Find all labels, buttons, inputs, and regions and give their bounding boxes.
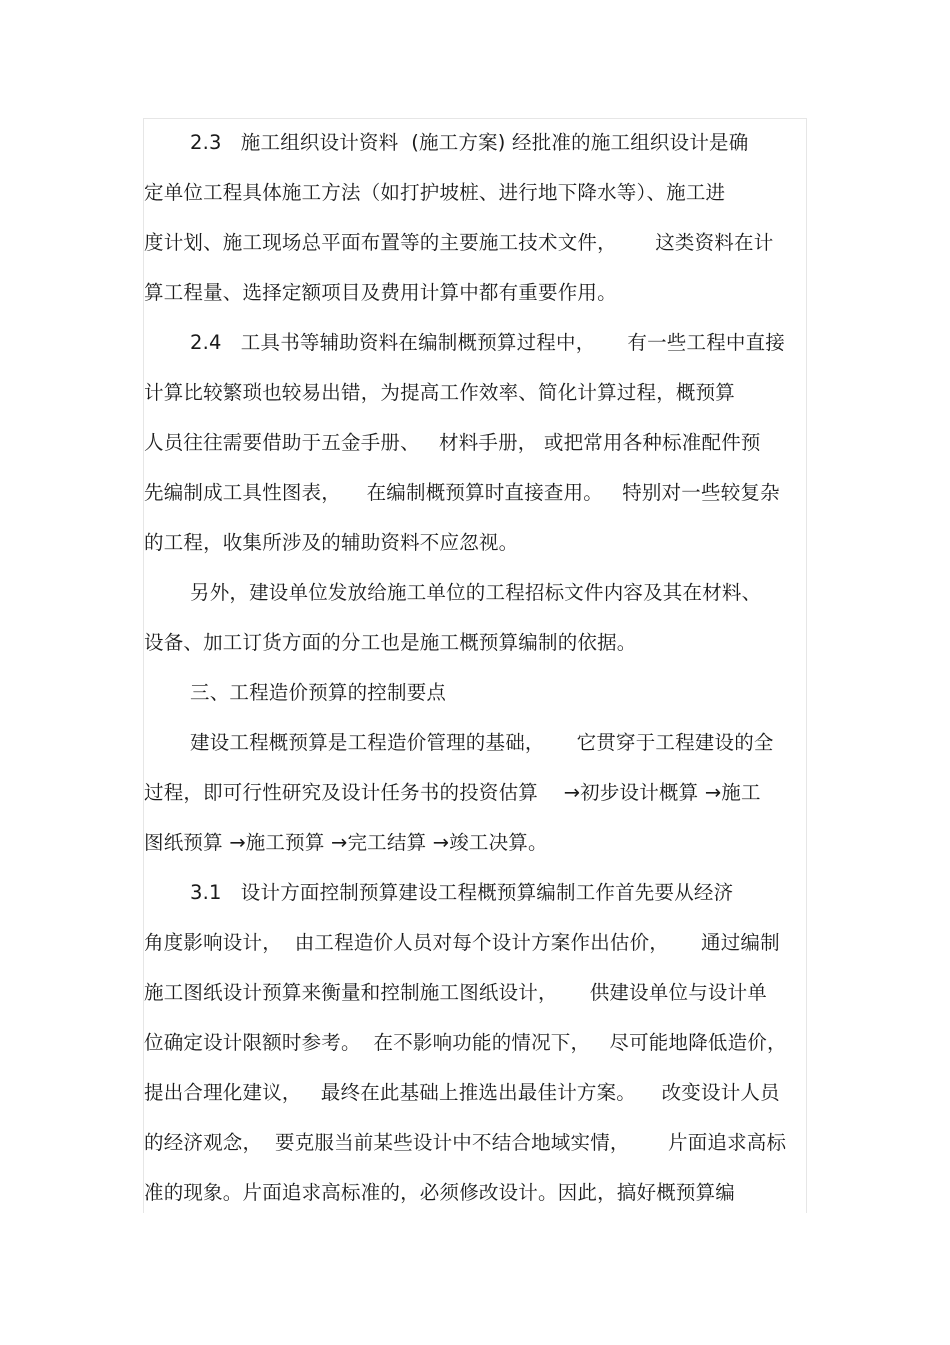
text-line: 定单位工程具体施工方法（如打护坡桩、进行地下降水等）、施工进 — [144, 181, 726, 204]
text-line: 图纸预算 →施工预算 →完工结算 →竣工决算。 — [144, 831, 548, 854]
text-line: 准的现象。片面追求高标准的，必须修改设计。因此，搞好概预算编 — [144, 1181, 736, 1204]
text-line: 另外，建设单位发放给施工单位的工程招标文件内容及其在材料、 — [190, 581, 762, 604]
text-line: 提出合理化建议， 最终在此基础上推选出最佳计方案。 改变设计人员 — [144, 1081, 780, 1104]
document-page — [143, 118, 807, 1213]
section-heading: 三、工程造价预算的控制要点 — [190, 681, 447, 704]
text-line: 人员往往需要借助于五金手册、 材料手册， 或把常用各种标准配件预 — [144, 431, 761, 454]
text-line: 设备、加工订货方面的分工也是施工概预算编制的依据。 — [144, 631, 637, 654]
text-line: 的工程，收集所涉及的辅助资料不应忽视。 — [144, 531, 519, 554]
text-line: 建设工程概预算是工程造价管理的基础， 它贯穿于工程建设的全 — [190, 731, 774, 754]
text-line: 2.3 施工组织设计资料 (施工方案) 经批准的施工组织设计是确 — [190, 131, 749, 154]
text-line: 算工程量、选择定额项目及费用计算中都有重要作用。 — [144, 281, 617, 304]
text-line: 位确定设计限额时参考。 在不影响功能的情况下， 尽可能地降低造价， — [144, 1031, 787, 1054]
text-line: 施工图纸设计预算来衡量和控制施工图纸设计， 供建设单位与设计单 — [144, 981, 767, 1004]
text-line: 3.1 设计方面控制预算建设工程概预算编制工作首先要从经济 — [190, 881, 734, 904]
text-line: 计算比较繁琐也较易出错，为提高工作效率、简化计算过程，概预算 — [144, 381, 736, 404]
text-line: 角度影响设计， 由工程造价人员对每个设计方案作出估价， 通过编制 — [144, 931, 780, 954]
text-line: 2.4 工具书等辅助资料在编制概预算过程中， 有一些工程中直接 — [190, 331, 785, 354]
text-line: 的经济观念， 要克服当前某些设计中不结合地域实情， 片面追求高标 — [144, 1131, 787, 1154]
text-line: 过程，即可行性研究及设计任务书的投资估算 →初步设计概算 →施工 — [144, 781, 761, 804]
text-line: 先编制成工具性图表， 在编制概预算时直接查用。 特别对一些较复杂 — [144, 481, 780, 504]
text-line: 度计划、施工现场总平面布置等的主要施工技术文件， 这类资料在计 — [144, 231, 774, 254]
